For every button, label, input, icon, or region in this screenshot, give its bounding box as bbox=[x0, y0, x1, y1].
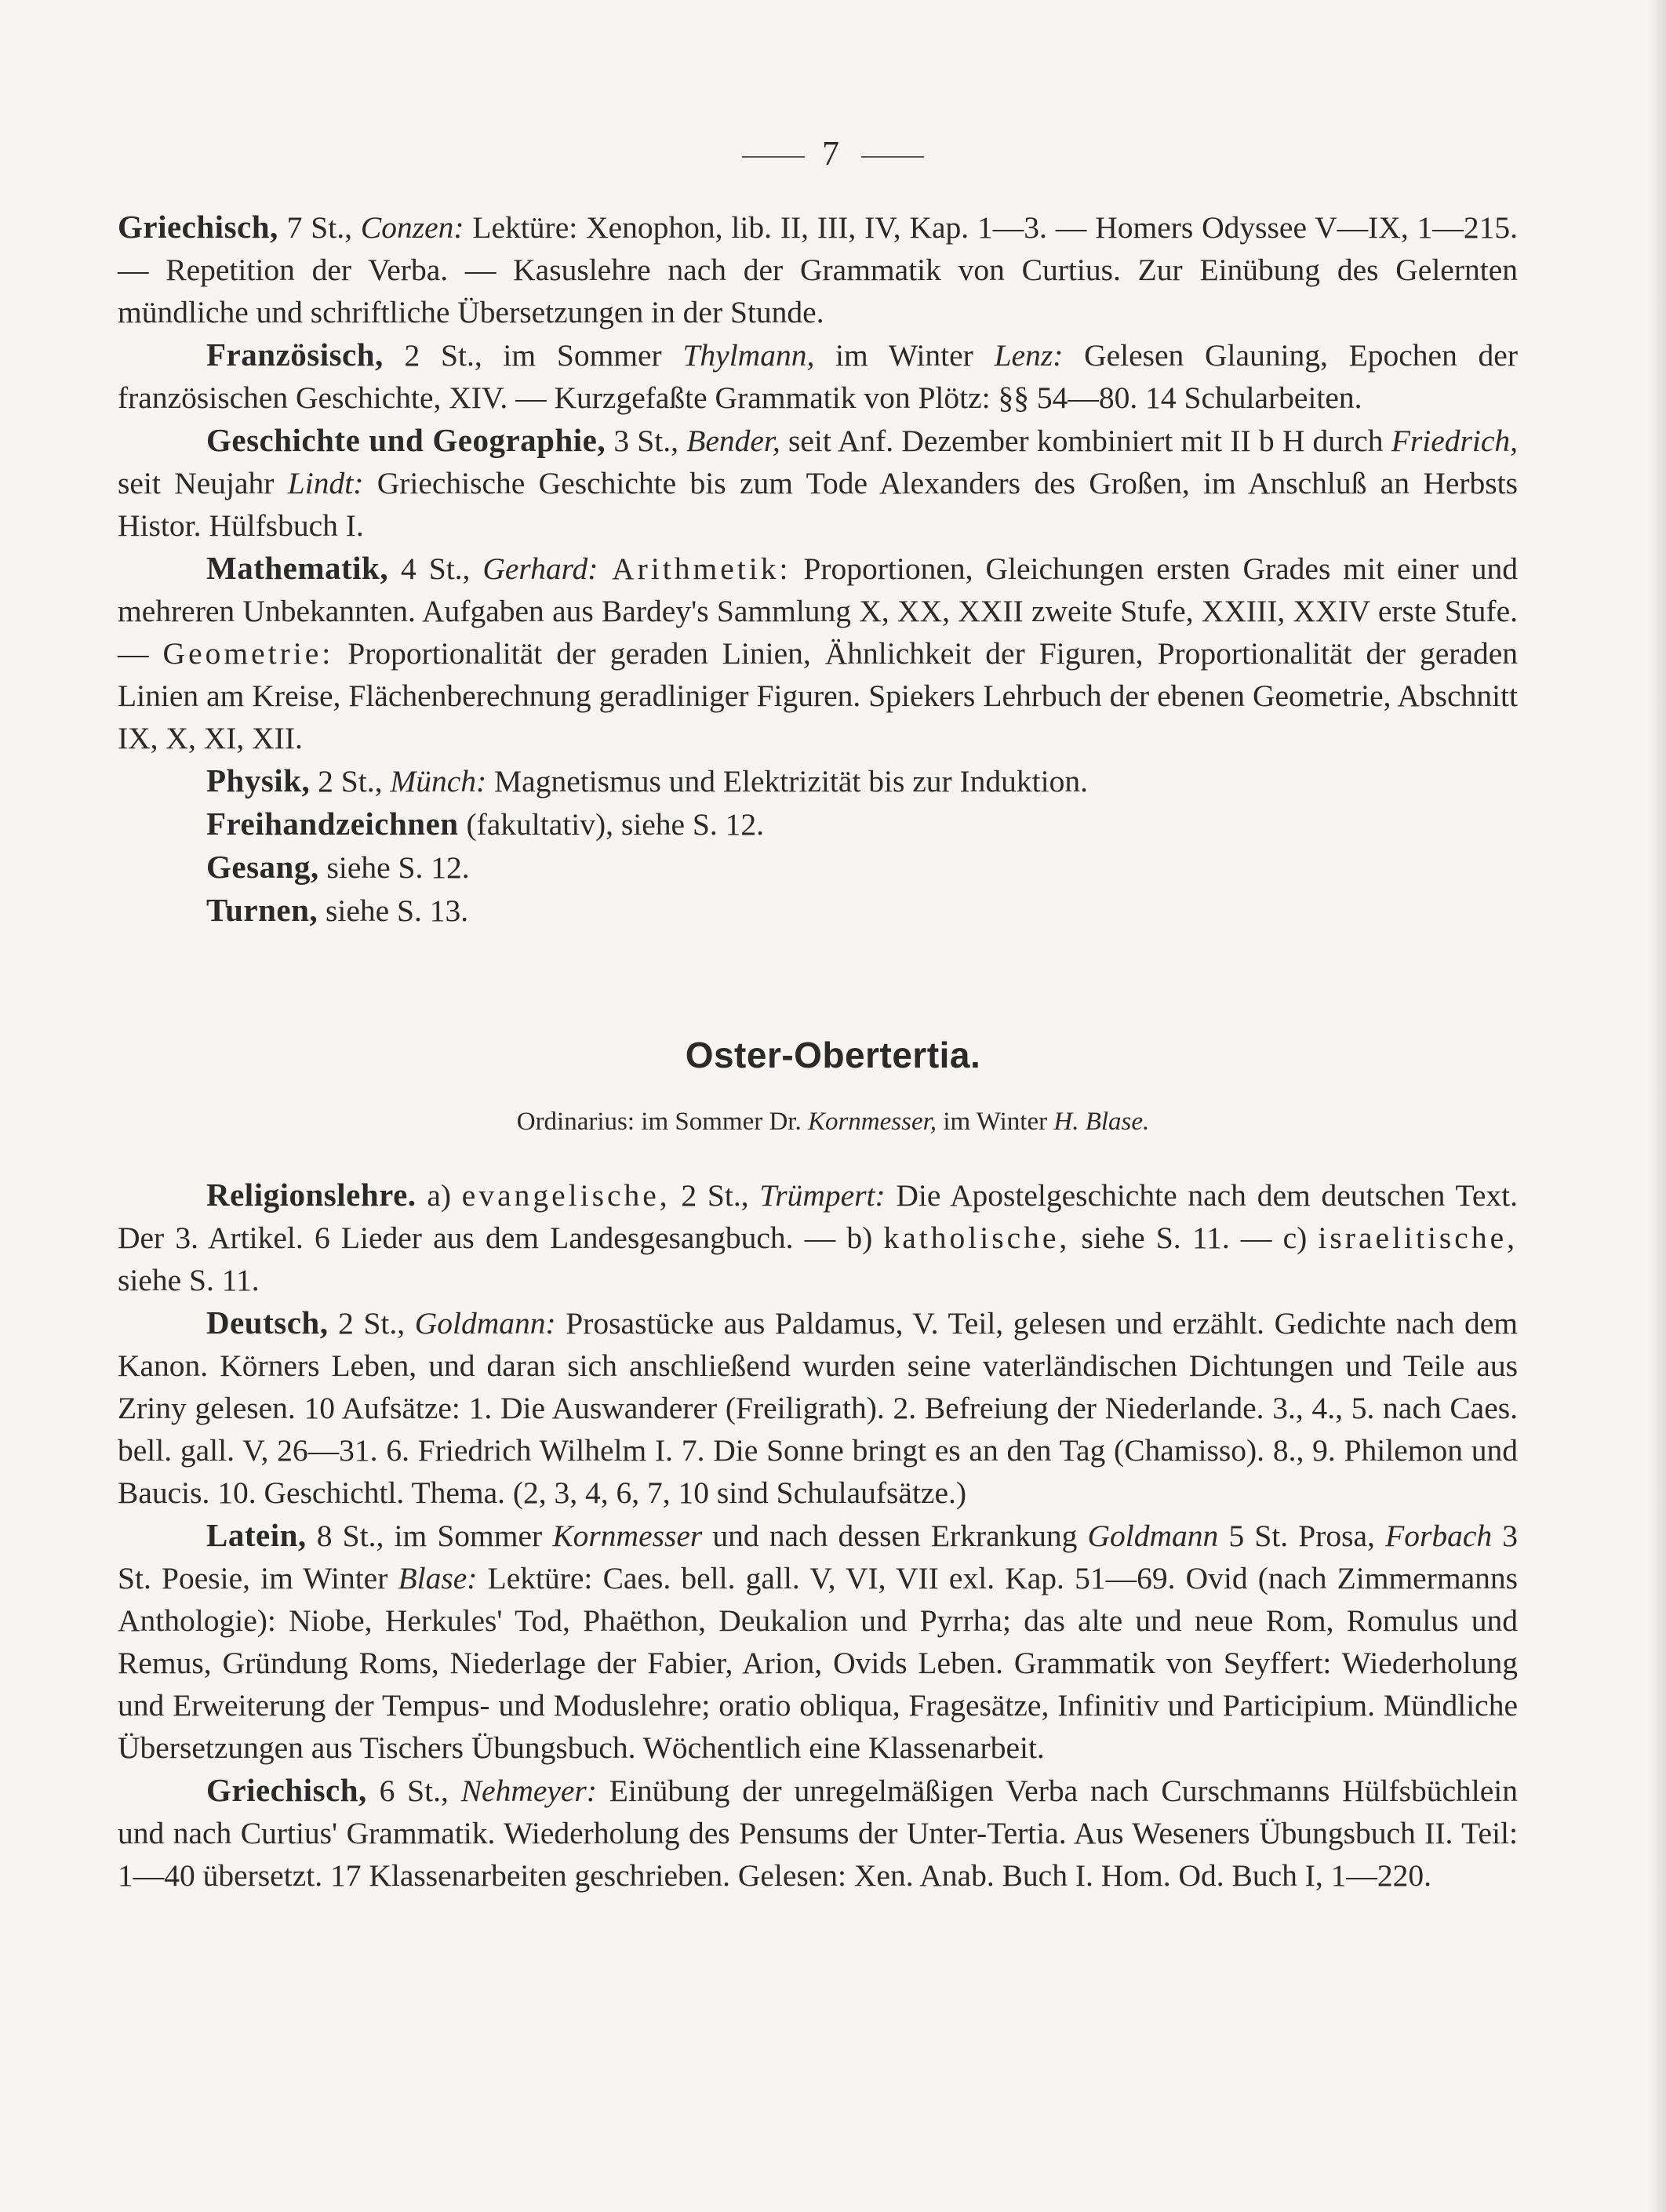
teacher-name: Münch: bbox=[390, 764, 487, 799]
teacher-name-4: Blase: bbox=[398, 1561, 478, 1595]
body-text-3: Griechische Geschichte bis zum Tode Alexanders des Großen, im Anschluß an Herbsts Histor. Hülfsbuch I. bbox=[118, 466, 1518, 543]
body-text: und nach dessen Erkrankung bbox=[702, 1519, 1088, 1553]
paragraph-franzoesisch bbox=[118, 333, 1518, 419]
body-text: Prosastücke aus Paldamus, V. Teil, gelesen und erzählt. Gedichte nach dem Kanon. Körners Leben, und daran sich anschließend wurden seine vaterländischen Dichtungen und Teile aus Zriny gelesen. 10 Aufsätze: 1. Die Auswanderer (Freiligrath). 2. Befreiung der Niederlande. 3., 4., 5. nach Caes. bell. gall. V, 26—31. 6. Friedrich Wilhelm I. 7. Die Sonne bringt es an den Tag (Chamisso). 8., 9. Philemon und Baucis. 10. Geschichtl. Thema. (2, 3, 4, 6, 7, 10 sind Schulaufsätze.) bbox=[118, 1306, 1518, 1510]
subject-label: Religionslehre. bbox=[206, 1177, 416, 1213]
hours-text: 2 St., im Sommer bbox=[383, 338, 683, 373]
body-text: Einübung der unregelmäßigen Verba nach Curschmanns Hülfsbüchlein und nach Curtius' Grammatik. Wiederholung des Pensums der Unter-Tertia. Aus Weseners Übungsbuch II. Teil: 1—40 übersetzt. 17 Klassenarbeiten geschrieben. Gelesen: Xen. Anab. Buch I. Hom. Od. Buch I, 1—220. bbox=[118, 1774, 1518, 1893]
dash-left bbox=[742, 156, 805, 158]
ordinarius-line bbox=[0, 1108, 1666, 1137]
hours-text: 7 St., bbox=[278, 210, 361, 245]
paragraph-deutsch bbox=[118, 1301, 1518, 1514]
ordinarius-mid: im Winter bbox=[937, 1108, 1054, 1136]
dash-right bbox=[861, 156, 924, 158]
paragraph-griechisch-2 bbox=[118, 1769, 1518, 1897]
subject-label: Geschichte und Geographie, bbox=[206, 422, 606, 458]
subject-label: Turnen, bbox=[206, 892, 318, 928]
curriculum-block-1 bbox=[118, 206, 1518, 932]
body-text: im Winter bbox=[814, 338, 995, 373]
subject-label: Griechisch, bbox=[118, 209, 278, 245]
topic-israelitische: israelitische, bbox=[1318, 1221, 1518, 1255]
ordinarius-name-summer: Kornmesser, bbox=[807, 1108, 937, 1136]
body-text-3: 3 St. Poesie, im Winter bbox=[118, 1519, 1519, 1595]
teacher-name: Conzen: bbox=[360, 210, 464, 245]
topic-arithmetik: Arithmetik: bbox=[598, 551, 791, 586]
page-edge-shadow bbox=[1649, 0, 1666, 2212]
ordinarius-name-winter: H. Blase. bbox=[1053, 1108, 1150, 1136]
section-title: Oster-Obertertia. bbox=[685, 1035, 981, 1075]
paragraph-physik bbox=[118, 759, 1518, 802]
teacher-name-3: Lindt: bbox=[287, 466, 364, 500]
hours-text: 6 St., bbox=[366, 1774, 461, 1808]
teacher-name-2: Lenz: bbox=[994, 338, 1064, 373]
paragraph-gesang bbox=[118, 846, 1518, 889]
subject-label: Griechisch, bbox=[206, 1772, 367, 1808]
teacher-name: Kornmesser bbox=[552, 1519, 703, 1553]
subject-label: Physik, bbox=[206, 762, 311, 799]
hours-text: 4 St., bbox=[388, 551, 483, 586]
hours-text: 2 St., bbox=[328, 1306, 415, 1341]
body-text: seit Anf. Dezember kombiniert mit II b H durch bbox=[780, 424, 1391, 458]
paragraph-turnen bbox=[118, 889, 1518, 932]
teacher-name: Nehmeyer: bbox=[460, 1774, 597, 1808]
body-text: siehe S. 13. bbox=[318, 893, 469, 928]
paragraph-religionslehre bbox=[118, 1173, 1518, 1301]
body-text-3: siehe S. 11. — c) bbox=[1070, 1221, 1319, 1255]
page-number-value: 7 bbox=[822, 134, 844, 173]
paragraph-latein bbox=[118, 1514, 1518, 1769]
subject-label: Mathematik, bbox=[206, 550, 389, 586]
body-text: a) bbox=[416, 1178, 462, 1213]
teacher-name-2: Friedrich, bbox=[1391, 424, 1518, 458]
teacher-name: Trümpert: bbox=[759, 1178, 886, 1213]
teacher-name: Bender, bbox=[686, 424, 780, 458]
teacher-name: Gerhard: bbox=[482, 551, 598, 586]
body-text: siehe S. 12. bbox=[318, 850, 470, 885]
body-text-4: Lektüre: Caes. bell. gall. V, VI, VII exl. Kap. 51—69. Ovid (nach Zimmermanns Anthologie): Niobe, Herkules' Tod, Phaëthon, Deukalion und Pyrrha; das alte und neue Rom, Romulus und Remus, Gründung Roms, Niederlage der Fabier, Arion, Ovids Leben. Grammatik von Seyffert: Wiederholung und Erweiterung der Tempus- und Moduslehre; oratio obliqua, Fragesätze, Infinitiv und Participium. Mündliche Übersetzungen aus Tischers Übungsbuch. Wöchentlich eine Klassenarbeit. bbox=[118, 1561, 1518, 1765]
hours-text: 3 St., bbox=[606, 424, 687, 458]
ordinarius-label: Ordinarius: im Sommer Dr. bbox=[516, 1108, 808, 1136]
subject-label: Latein, bbox=[206, 1517, 307, 1553]
body-text-2: Proportionalität der geraden Linien, Ähnlichkeit der Figuren, Proportionalität der geraden Linien am Kreise, Flächenberechnung geradliniger Figuren. Spiekers Lehrbuch der ebenen Geometrie, Abschnitt IX, X, XI, XII. bbox=[118, 636, 1519, 755]
hours-text: 2 St., bbox=[310, 764, 391, 799]
body-text: Magnetismus und Elektrizität bis zur Induktion. bbox=[486, 764, 1089, 799]
curriculum-block-2 bbox=[118, 1173, 1518, 1897]
body-text: (fakultativ), siehe S. 12. bbox=[458, 807, 765, 842]
teacher-name: Goldmann: bbox=[414, 1306, 556, 1341]
subject-label: Französisch, bbox=[206, 337, 384, 373]
subject-label: Deutsch, bbox=[206, 1304, 329, 1341]
body-text-2: 5 St. Prosa, bbox=[1218, 1519, 1386, 1553]
teacher-name: Thylmann, bbox=[682, 338, 815, 373]
page-number bbox=[0, 133, 1666, 173]
teacher-name-3: Forbach bbox=[1385, 1519, 1493, 1553]
body-text-2: Die Apostelgeschichte nach dem deutschen Text. Der 3. Artikel. 6 Lieder aus dem Landesgesangbuch. — b) bbox=[118, 1178, 1518, 1255]
paragraph-geschichte bbox=[118, 419, 1518, 547]
hours-text: 8 St., im Sommer bbox=[306, 1519, 553, 1553]
body-text: Lektüre: Xenophon, lib. II, III, IV, Kap. 1—3. — Homers Odyssee V—IX, 1—215. — Repetition der Verba. — Kasuslehre nach der Grammatik von Curtius. Zur Einübung des Gelernten mündliche und schriftliche Übersetzungen in der Stunde. bbox=[118, 210, 1518, 329]
body-text-2: Gelesen Glauning, Epochen der französischen Geschichte, XIV. — Kurzgefaßte Grammatik von Plötz: §§ 54—80. 14 Schularbeiten. bbox=[118, 338, 1518, 415]
paragraph-freihandzeichnen bbox=[118, 802, 1518, 846]
topic-katholische: katholische, bbox=[883, 1221, 1071, 1255]
topic-evangelische: evangelische, bbox=[461, 1178, 671, 1213]
hours-text: 2 St., bbox=[670, 1178, 760, 1213]
topic-geometrie: Geometrie: bbox=[162, 636, 334, 671]
subject-label: Freihandzeichnen bbox=[206, 806, 459, 842]
subject-label: Gesang, bbox=[206, 849, 319, 885]
body-text: Proportionen, Gleichungen ersten Grades mit einer und mehreren Unbekannten. Aufgaben aus Bardey's Sammlung X, XX, XXII zweite Stufe, XXIII, XXIV erste Stufe. — bbox=[118, 551, 1518, 671]
teacher-name-2: Goldmann bbox=[1087, 1519, 1219, 1553]
paragraph-mathematik bbox=[118, 547, 1518, 759]
body-text-2: seit Neujahr bbox=[118, 466, 288, 500]
body-text-4: siehe S. 11. bbox=[118, 1263, 260, 1297]
paragraph-griechisch-1 bbox=[118, 206, 1518, 333]
